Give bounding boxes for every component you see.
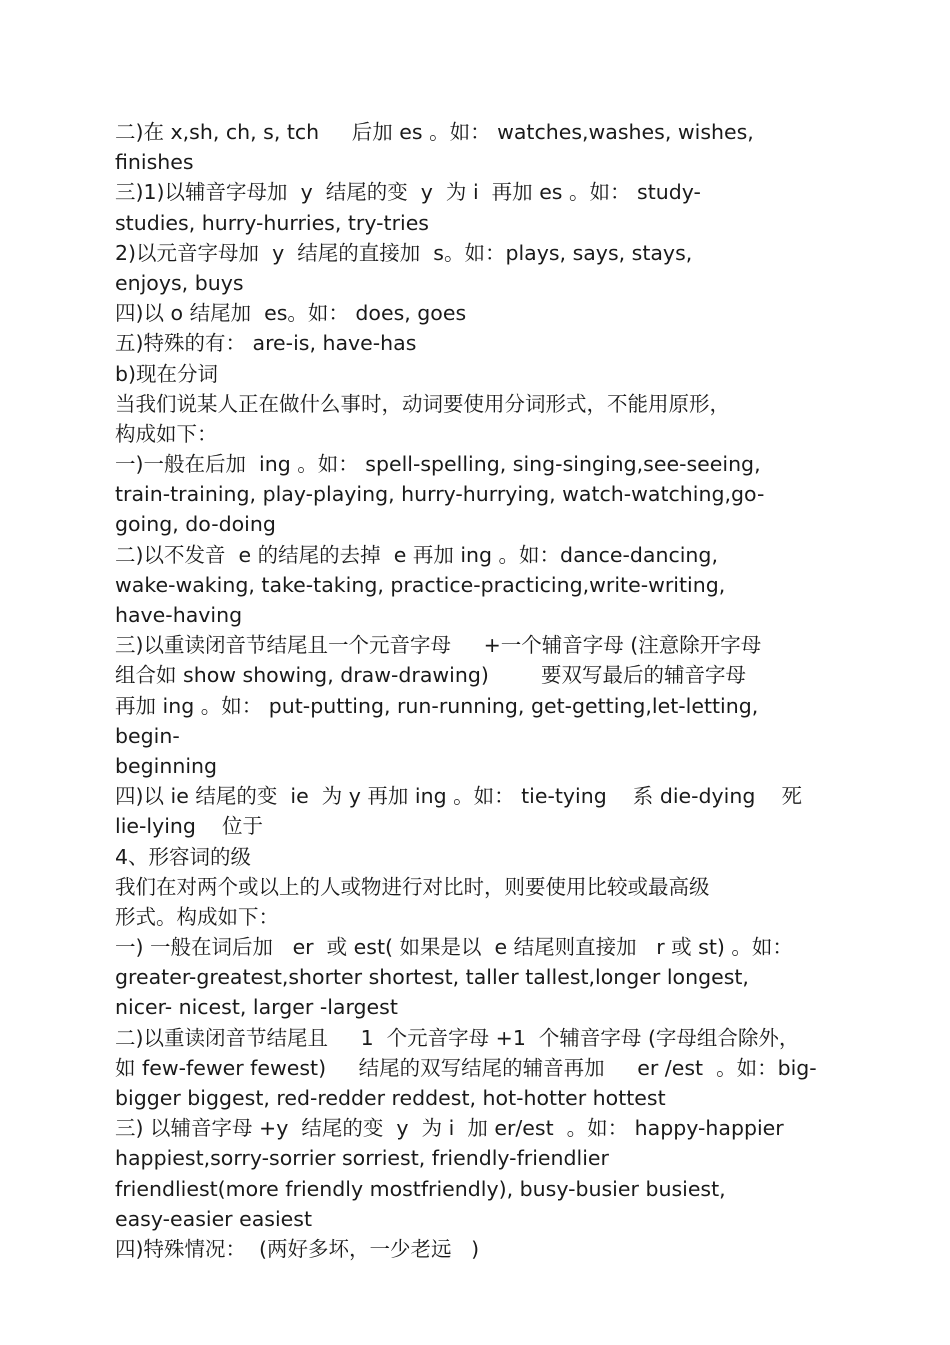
text-line: begin-: [115, 723, 180, 748]
text-line: greater-greatest,shorter shortest, taller tallest,longer longest,: [115, 965, 749, 990]
text-line: beginning: [115, 753, 218, 778]
text-line: 三)以重读闭音节结尾且一个元音字母 +一个辅音字母 (注意除开字母: [115, 633, 762, 658]
text-line: finishes: [115, 150, 194, 175]
text-line: 三)1)以辅音字母加 y 结尾的变 y 为 i 再加 es 。如： study-: [115, 180, 701, 205]
text-line: 一)一般在后加 ing 。如： spell-spelling, sing-singing,see-seeing,: [115, 452, 761, 477]
text-line: wake-waking, take-taking, practice-practicing,write-writing,: [115, 572, 726, 597]
text-line: have-having: [115, 603, 243, 627]
document-page: [115, 117, 855, 1264]
text-line: 如 few-fewer fewest) 结尾的双写结尾的辅音再加 er /est 。如：big-: [115, 1055, 817, 1080]
text-line: studies, hurry-hurries, try-tries: [115, 210, 429, 235]
section-heading: 4、形容词的级: [115, 844, 252, 869]
text-line: 组合如 show showing, draw-drawing) 要双写最后的辅音字母: [115, 663, 746, 688]
text-line: 二)以不发音 e 的结尾的去掉 e 再加 ing 。如：dance-dancing,: [115, 542, 718, 567]
text-line: enjoys, buys: [115, 270, 244, 295]
text-line: 当我们说某人正在做什么事时，动词要使用分词形式，不能用原形，: [115, 391, 730, 416]
text-line: train-training, play-playing, hurry-hurrying, watch-watching,go-: [115, 482, 765, 507]
text-line: 2)以元音字母加 y 结尾的直接加 s。如：plays, says, stays,: [115, 240, 693, 265]
text-line: going, do-doing: [115, 512, 276, 537]
text-line: bigger biggest, red-redder reddest, hot-hotter hottest: [115, 1086, 666, 1110]
text-line: 我们在对两个或以上的人或物进行对比时，则要使用比较或最高级: [115, 874, 710, 899]
text-line: happiest,sorry-sorrier sorriest, friendly-friendlier: [115, 1146, 609, 1171]
text-line: nicer- nicest, larger -largest: [115, 995, 398, 1020]
text-line: easy-easier easiest: [115, 1206, 313, 1231]
text-line: 再加 ing 。如： put-putting, run-running, get-getting,let-letting,: [115, 693, 759, 718]
text-line: friendliest(more friendly mostfriendly), busy-busier busiest,: [115, 1176, 726, 1201]
text-line: 二)在 x,sh, ch, s, tch 后加 es 。如： watches,washes, wishes,: [115, 120, 754, 144]
text-line: 四)以 ie 结尾的变 ie 为 y 再加 ing 。如： tie-tying 系 die-dying 死: [115, 784, 802, 809]
text-line: lie-lying 位于: [115, 814, 263, 839]
text-line: 四)以 o 结尾加 es。如： does, goes: [115, 301, 467, 326]
text-line: 五)特殊的有： are-is, have-has: [115, 331, 417, 356]
text-line: 构成如下：: [115, 421, 218, 446]
text-line: 形式。构成如下：: [115, 904, 279, 929]
text-line: 二)以重读闭音节结尾且 1 个元音字母 +1 个辅音字母 (字母组合除外，: [115, 1025, 800, 1050]
text-line: 一) 一般在词后加 er 或 est( 如果是以 e 结尾则直接加 r 或 st) 。如：: [115, 935, 793, 960]
text-line: 三) 以辅音字母 +y 结尾的变 y 为 i 加 er/est 。如： happy-happier: [115, 1116, 784, 1141]
text-line: 四)特殊情况： (两好多坏，一少老远 ): [115, 1236, 480, 1261]
section-heading: b)现在分词: [115, 361, 219, 386]
